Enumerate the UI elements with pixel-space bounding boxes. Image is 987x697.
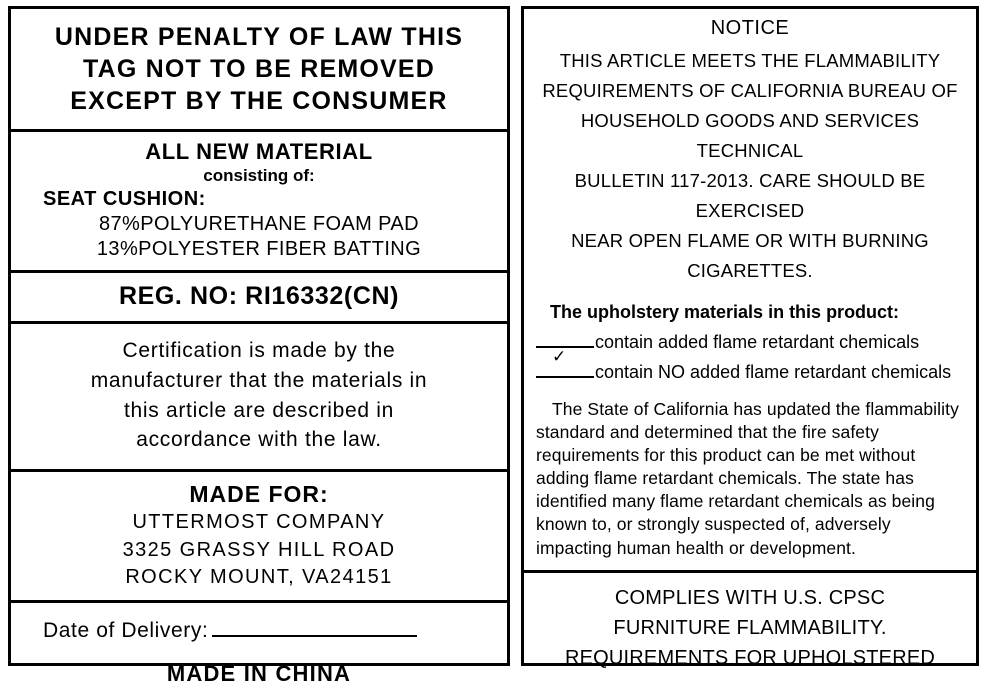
option-contains-row[interactable] — [536, 332, 964, 354]
made-for-city: ROCKY MOUNT, VA24151 — [125, 566, 393, 589]
notice-body-line-3: HOUSEHOLD GOODS AND SERVICES TECHNICAL — [580, 109, 920, 161]
headline-line-3: EXCEPT BY THE CONSUMER — [70, 87, 448, 115]
complies-block — [524, 573, 976, 682]
right-panel — [521, 6, 979, 670]
notice-body-line-5: NEAR OPEN FLAME OR WITH BURNING CIGARETTES. — [571, 229, 929, 281]
registration-block — [11, 273, 507, 324]
notice-block — [524, 9, 976, 573]
materials-block — [11, 132, 507, 273]
headline-line-1: UNDER PENALTY OF LAW THIS — [54, 23, 464, 51]
complies-line-2: FURNITURE FLAMMABILITY. — [613, 616, 887, 639]
certification-line-2: manufacturer that the materials in — [90, 368, 428, 392]
complies-line-1: COMPLIES WITH U.S. CPSC — [614, 586, 886, 609]
option-contains-label: contain added flame retardant chemicals — [595, 331, 920, 352]
delivery-block — [11, 603, 507, 697]
left-panel — [8, 6, 510, 687]
made-for-street: 3325 GRASSY HILL ROAD — [122, 538, 396, 561]
materials-title: ALL NEW MATERIAL — [145, 139, 373, 164]
made-for-block — [11, 472, 507, 603]
upholstery-heading: The upholstery materials in this product: — [550, 301, 900, 322]
notice-body-line-4: BULLETIN 117-2013. CARE SHOULD BE EXERCISED — [574, 169, 926, 221]
state-paragraph — [536, 398, 964, 560]
certification-line-1: Certification is made by the — [122, 339, 396, 362]
notice-body-line-2: REQUIREMENTS OF CALIFORNIA BUREAU OF — [542, 79, 958, 101]
headline-line-2: TAG NOT TO BE REMOVED — [82, 55, 436, 83]
made-in-label: MADE IN CHINA — [166, 661, 352, 687]
material-line-2: 13%POLYESTER FIBER BATTING — [96, 238, 422, 260]
state-paragraph-text: The State of California has updated the flammability standard and determined that the fire safety requirements for this product can be met without adding flame retardant chemicals. The state has identified many flame retardant chemicals as being known to, or strongly suspected of, adversely impacting human health or development. — [536, 398, 959, 558]
materials-subtitle: consisting of: — [203, 166, 315, 185]
delivery-date-blank[interactable] — [212, 620, 417, 637]
material-line-1: 87%POLYURETHANE FOAM PAD — [98, 213, 420, 235]
made-for-company: UTTERMOST COMPANY — [132, 511, 386, 534]
headline-block — [11, 9, 507, 132]
checkbox-checked-contains-no[interactable] — [536, 362, 594, 378]
option-contains-no-row[interactable] — [536, 362, 964, 384]
certification-line-3: this article are described in — [123, 398, 395, 422]
certification-line-4: accordance with the law. — [136, 428, 382, 452]
delivery-date-label: Date of Delivery: — [43, 619, 209, 643]
made-for-title: MADE FOR: — [189, 481, 329, 508]
option-contains-no-label: contain NO added flame retardant chemicals — [595, 362, 952, 383]
notice-body — [536, 46, 964, 286]
certification-block — [11, 324, 507, 472]
panel-gap — [510, 6, 521, 666]
seat-cushion-label: SEAT CUSHION: — [43, 188, 206, 210]
law-tag — [8, 6, 979, 687]
checkbox-blank-contains[interactable] — [536, 332, 594, 348]
notice-title: NOTICE — [710, 17, 790, 39]
notice-body-line-1: THIS ARTICLE MEETS THE FLAMMABILITY — [559, 50, 941, 71]
complies-line-3: REQUIREMENTS FOR UPHOLSTERED — [564, 647, 936, 670]
delivery-date-row — [21, 619, 497, 643]
registration-number: REG. NO: RI16332(CN) — [118, 282, 400, 310]
